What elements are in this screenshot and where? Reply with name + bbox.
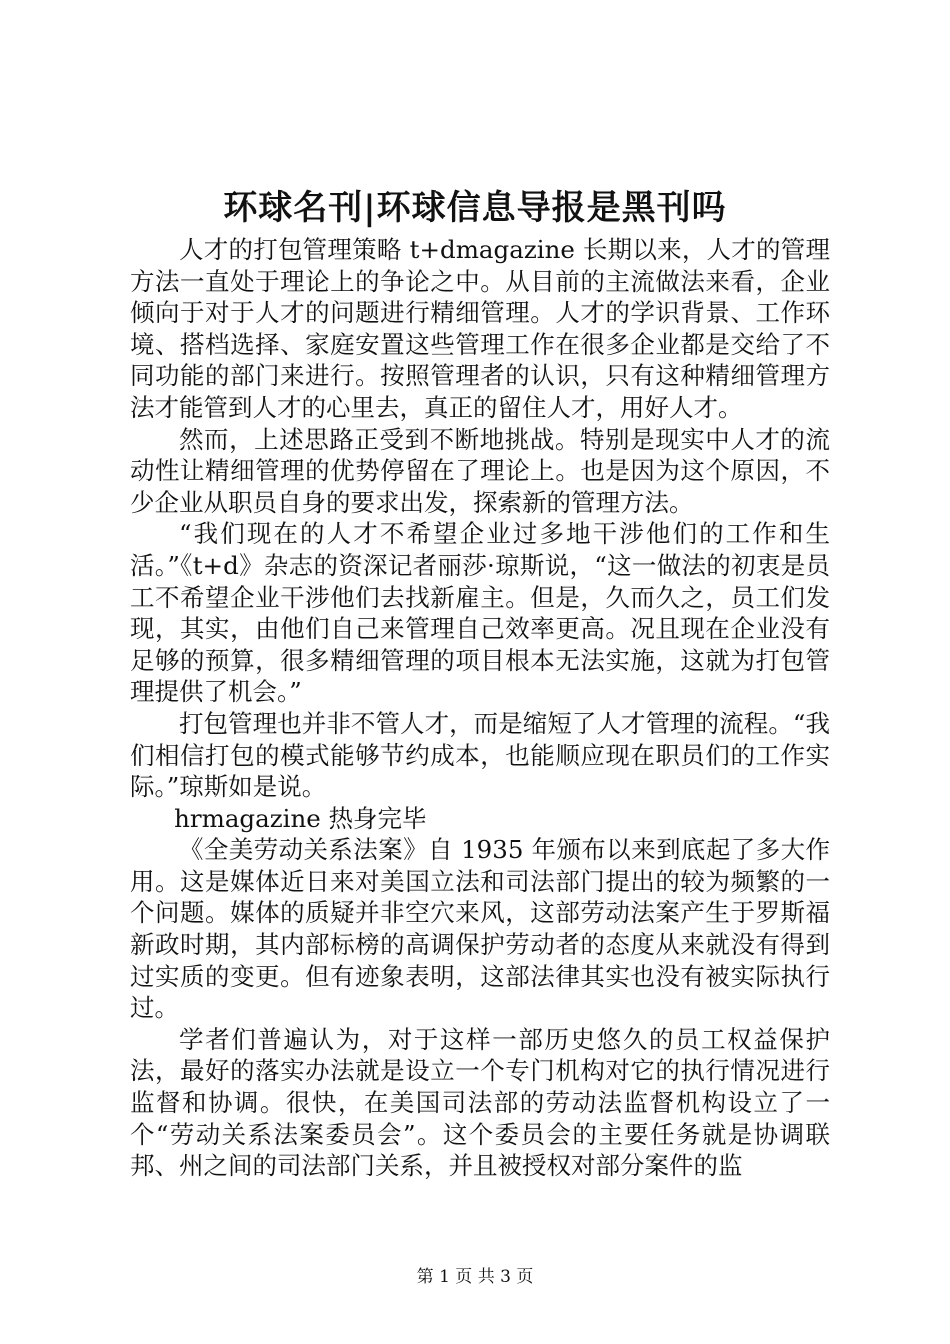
paragraph-6: 学者们普遍认为，对于这样一部历史悠久的员工权益保护法，最好的落实办法就是设立一个专门机构对它的执行情况进行监督和协调。很快，在美国司法部的劳动法监督机构设立了一个“劳动关系法案委员会”。这个委员会的主要任务就是协调联邦、州之间的司法部门关系，并且被授权对部分案件的监 (130, 1024, 830, 1181)
paragraph-4: 打包管理也并非不管人才，而是缩短了人才管理的流程。“我们相信打包的模式能够节约成本，也能顺应现在职员们的工作实际。”琼斯如是说。 (130, 708, 830, 802)
document-body (130, 234, 830, 1182)
section-heading-hrmagazine: hrmagazine 热身完毕 (174, 803, 427, 833)
paragraph-5: 《全美劳动关系法案》自 1935 年颁布以来到底起了多大作用。这是媒体近日来对美国立法和司法部门提出的较为频繁的一个问题。媒体的质疑并非空穴来风，这部劳动法案产生于罗斯福新政时期，其内部标榜的高调保护劳动者的态度从来就没有得到过实质的变更。但有迹象表明，这部法律其实也没有被实际执行过。 (130, 835, 830, 1023)
paragraph-2: 然而，上述思路正受到不断地挑战。特别是现实中人才的流动性让精细管理的优势停留在了理论上。也是因为这个原因，不少企业从职员自身的要求出发，探索新的管理方法。 (130, 424, 830, 517)
page-footer: 第 1 页 共 3 页 (416, 1267, 534, 1287)
paragraph-3: “我们现在的人才不希望企业过多地干涉他们的工作和生活。”《t+d》杂志的资深记者丽莎·琼斯说，“这一做法的初衷是员工不希望企业干涉他们去找新雇主。但是，久而久之，员工们发现，其实，由他们自己来管理自己效率更高。况且现在企业没有足够的预算，很多精细管理的项目根本无法实施，这就为打包管理提供了机会。” (130, 519, 830, 707)
paragraph-1: 人才的打包管理策略 t+dmagazine 长期以来，人才的管理方法一直处于理论上的争论之中。从目前的主流做法来看，企业倾向于对于人才的问题进行精细管理。人才的学识背景、工作环境、搭档选择、家庭安置这些管理工作在很多企业都是交给了不同功能的部门来进行。按照管理者的认识，只有这种精细管理方法才能管到人才的心里去，真正的留住人才，用好人才。 (130, 235, 830, 422)
document-title: 环球名刊|环球信息导报是黑刊吗 (223, 188, 727, 228)
